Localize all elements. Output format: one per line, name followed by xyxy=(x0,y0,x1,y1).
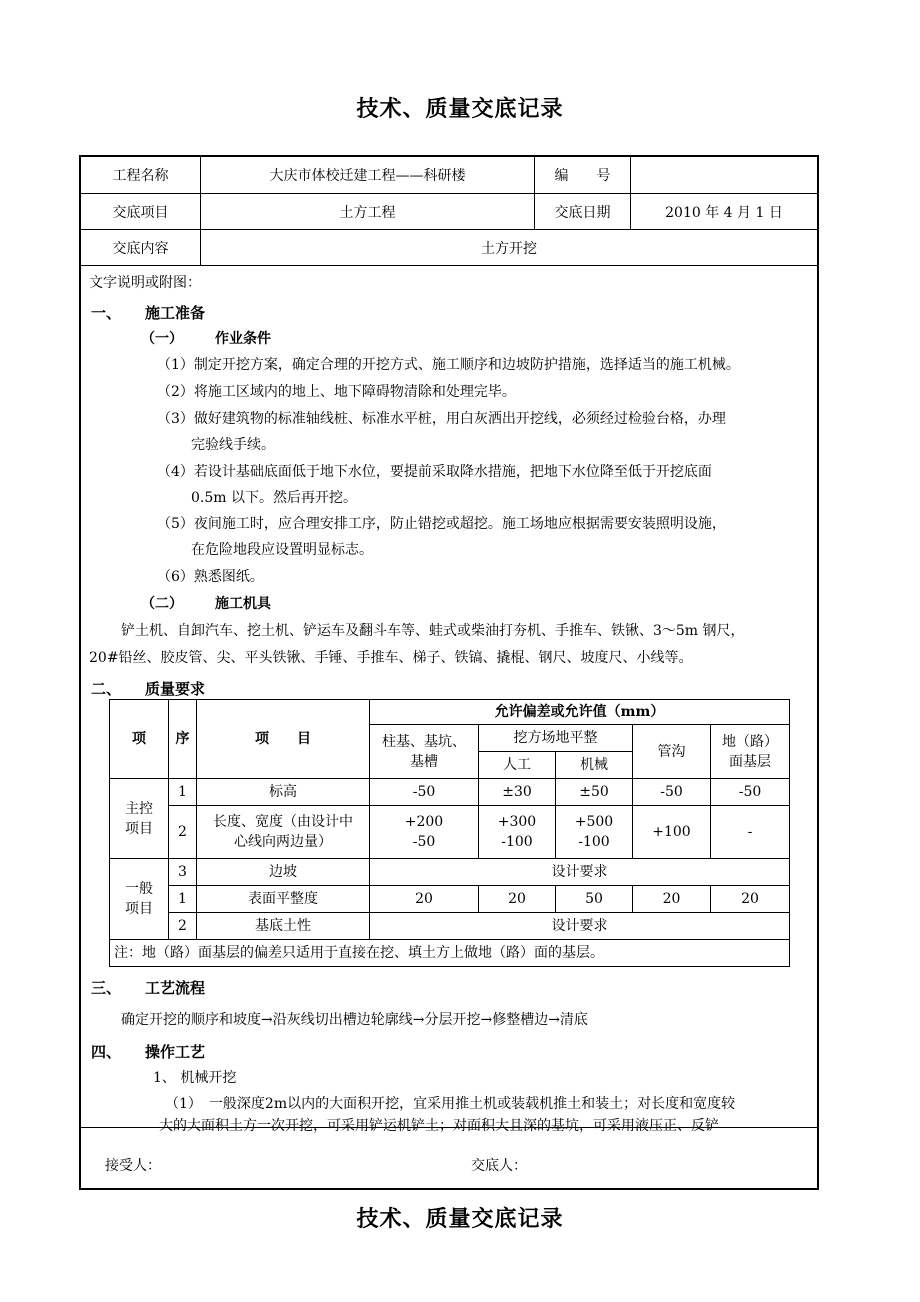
group-label-line: 主控 xyxy=(125,800,153,817)
th-tolerance: 允许偏差或允许值（mm） xyxy=(370,700,790,725)
project-name-value: 大庆市体校迁建工程——科研楼 xyxy=(269,168,466,184)
th-project: 项 目 xyxy=(197,700,370,779)
section-3-number: 三、 xyxy=(91,979,122,997)
item-label: 交底项目 xyxy=(112,204,169,221)
receiver-label: 接受人： xyxy=(105,1158,161,1174)
group-main-control xyxy=(110,779,169,859)
th-foundation-pit-line: 柱基、基坑、 xyxy=(382,733,466,750)
th-ground-base-line: 面基层 xyxy=(729,753,771,770)
operation-text: 大的大面积土方一次开挖，可采用铲运机铲土；对面积大且深的基坑，可采用液压正、反铲 xyxy=(159,1118,719,1134)
prep-item-cont: 完验线手续。 xyxy=(191,437,275,453)
item-value: 土方工程 xyxy=(339,204,396,221)
section-2-number: 二、 xyxy=(91,680,122,698)
cell-line: -100 xyxy=(578,834,610,850)
cell-line: +200 xyxy=(404,814,444,830)
th-item: 项 xyxy=(110,700,169,779)
prep-item: （4）若设计基础底面低于地下水位，要提前采取降水措施，把地下水位降至低于开挖底面 xyxy=(157,464,712,480)
th-pipe-trench: 管沟 xyxy=(633,725,711,779)
content-value: 土方开挖 xyxy=(481,240,537,257)
table-cell: 2 xyxy=(169,913,197,940)
subsection-1a-number: （一） xyxy=(141,331,183,347)
table-cell: 1 xyxy=(169,779,197,806)
cell-line: 长度、宽度（由设计中 xyxy=(213,814,353,830)
intro-text: 文字说明或附图： xyxy=(89,275,201,291)
subsection-1a-title: 作业条件 xyxy=(215,331,271,347)
prep-item: （2）将施工区域内的地上、地下障碍物清除和处理完毕。 xyxy=(157,384,516,400)
th-site-leveling: 挖方场地平整 xyxy=(479,725,633,752)
quality-table xyxy=(109,699,790,967)
table-cell: -50 xyxy=(370,779,479,806)
section-3-title: 工艺流程 xyxy=(145,979,206,997)
section-1-title: 施工准备 xyxy=(145,304,206,322)
th-ground-base-line: 地（路） xyxy=(722,733,778,750)
th-foundation-pit xyxy=(370,725,479,779)
table-cell: 1 xyxy=(169,886,197,913)
content-label: 交底内容 xyxy=(112,240,169,257)
table-cell xyxy=(479,806,556,859)
table-cell: 边坡 xyxy=(197,859,370,886)
subsection-4-1: 1、 机械开挖 xyxy=(153,1070,237,1086)
table-cell: ±30 xyxy=(479,779,556,806)
document-title-next-page: 技术、质量交底记录 xyxy=(356,1206,564,1232)
prep-item: （6）熟悉图纸。 xyxy=(157,569,264,585)
section-1-number: 一、 xyxy=(91,304,122,322)
th-foundation-pit-line: 基槽 xyxy=(410,753,438,770)
section-4-title: 操作工艺 xyxy=(145,1043,206,1061)
tools-text: 铲土机、自卸汽车、挖土机、铲运车及翻斗车等、蛙式或柴油打夯机、手推车、铁锹、3～5m 钢尺， xyxy=(121,623,745,639)
number-label: 编 号 xyxy=(554,168,611,184)
prep-item-cont: 在危险地段应设置明显标志。 xyxy=(191,542,373,558)
row-divider xyxy=(81,265,817,266)
subsection-1b-title: 施工机具 xyxy=(215,596,271,612)
cell-line: +300 xyxy=(497,814,537,830)
section-2-title: 质量要求 xyxy=(145,680,206,698)
table-cell: - xyxy=(711,806,790,859)
table-cell: 20 xyxy=(711,886,790,913)
date-label: 交底日期 xyxy=(554,204,611,221)
table-cell: 表面平整度 xyxy=(197,886,370,913)
prep-item: （3）做好建筑物的标准轴线桩、标准水平桩，用白灰洒出开挖线，必须经过检验台格，办理 xyxy=(157,411,726,427)
table-cell: 设计要求 xyxy=(370,859,790,886)
subsection-1b-number: （二） xyxy=(141,596,183,612)
table-cell xyxy=(556,806,633,859)
number-value xyxy=(631,157,817,193)
cell-line: 心线向两边量） xyxy=(234,834,332,850)
cell-line: -100 xyxy=(501,834,533,850)
group-label-line: 一般 xyxy=(125,881,153,897)
discloser-label: 交底人： xyxy=(471,1158,527,1174)
group-label-line: 项目 xyxy=(125,820,153,837)
table-note: 注：地（路）面基层的偏差只适用于直接在挖、填土方上做地（路）面的基层。 xyxy=(110,940,790,967)
process-flow: 确定开挖的顺序和坡度→沿灰线切出槽边轮廓线→分层开挖→修整槽边→清底 xyxy=(121,1012,588,1028)
cell-line: -50 xyxy=(412,834,436,850)
table-cell: 2 xyxy=(169,806,197,859)
th-ground-base xyxy=(711,725,790,779)
table-cell: -50 xyxy=(633,779,711,806)
group-general xyxy=(110,859,169,940)
prep-item-cont: 0.5m 以下。然后再开挖。 xyxy=(191,490,357,506)
operation-text: （1） 一般深度2m以内的大面积开挖，宜采用推土机或装载机推土和装土；对长度和宽度较 xyxy=(165,1096,736,1112)
table-cell: +100 xyxy=(633,806,711,859)
table-cell: ±50 xyxy=(556,779,633,806)
document-title: 技术、质量交底记录 xyxy=(356,96,564,122)
table-cell: -50 xyxy=(711,779,790,806)
date-value: 2010 年 4 月 1 日 xyxy=(665,204,783,221)
section-4-number: 四、 xyxy=(91,1043,122,1061)
table-cell: 设计要求 xyxy=(370,913,790,940)
table-cell: 基底土性 xyxy=(197,913,370,940)
table-cell: 20 xyxy=(633,886,711,913)
table-cell: 3 xyxy=(169,859,197,886)
project-name-label: 工程名称 xyxy=(112,168,169,184)
table-cell xyxy=(197,806,370,859)
prep-item: （1）制定开挖方案，确定合理的开挖方式、施工顺序和边坡防护措施，选择适当的施工机械。 xyxy=(157,357,740,373)
table-cell: 50 xyxy=(556,886,633,913)
th-machine: 机械 xyxy=(556,752,633,779)
th-seq: 序 xyxy=(169,700,197,779)
table-cell: 20 xyxy=(370,886,479,913)
prep-item: （5）夜间施工时，应合理安排工序，防止错挖或超挖。施工场地应根据需要安装照明设施， xyxy=(157,516,726,532)
table-cell: 标高 xyxy=(197,779,370,806)
group-label-line: 项目 xyxy=(125,901,153,917)
tools-text: 20#铅丝、胶皮管、尖、平头铁锹、手锤、手推车、梯子、铁镐、撬棍、钢尺、坡度尺、小线等。 xyxy=(89,650,693,666)
table-cell: 20 xyxy=(479,886,556,913)
cell-line: +500 xyxy=(574,814,614,830)
table-cell xyxy=(370,806,479,859)
th-manual: 人工 xyxy=(479,752,556,779)
record-form xyxy=(79,155,819,1190)
